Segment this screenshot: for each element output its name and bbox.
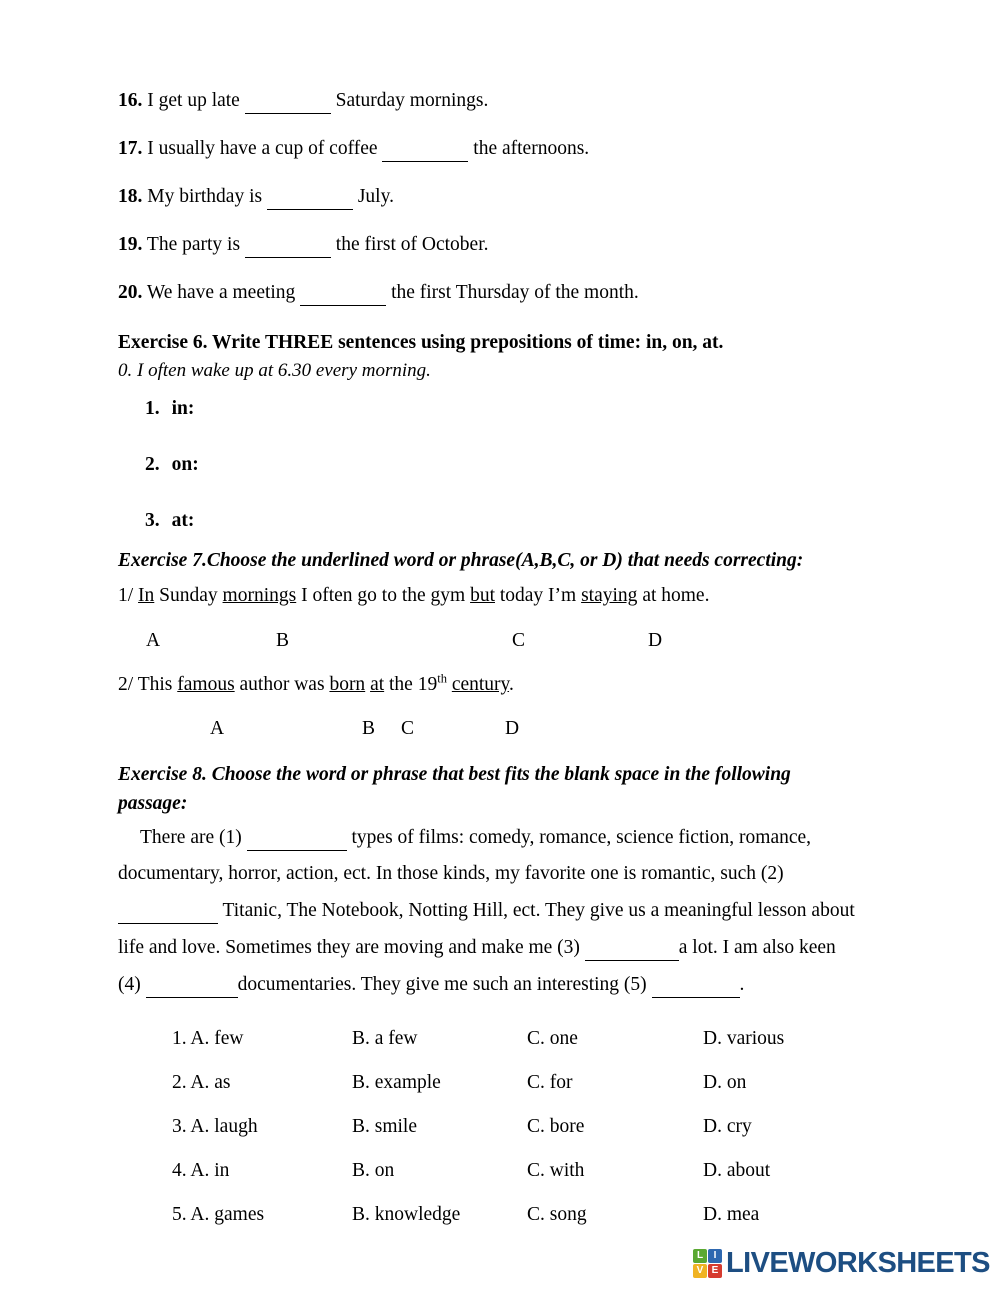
item-number: 3. [145, 510, 160, 531]
q2-label-c: C [401, 718, 415, 739]
exercise-8-heading-line-2: passage: [118, 793, 188, 814]
underlined-option-a[interactable]: famous [177, 674, 235, 695]
underlined-option-c[interactable]: but [470, 585, 495, 606]
item-label: on: [171, 454, 199, 475]
passage-blank-2[interactable] [118, 906, 218, 924]
option-3-a[interactable]: 3. A. laugh [172, 1116, 258, 1137]
passage-line-4 [118, 935, 836, 961]
option-1-b[interactable]: B. a few [352, 1028, 418, 1049]
question-20 [118, 280, 639, 306]
underlined-option-a[interactable]: In [138, 585, 155, 606]
underlined-option-c[interactable]: at [370, 674, 385, 695]
question-text-after: the first of October. [335, 234, 489, 255]
exercise-7-question-1 [118, 583, 709, 609]
answer-blank[interactable] [382, 144, 468, 162]
underlined-option-d[interactable]: century [451, 674, 510, 695]
underlined-option-d[interactable]: staying [581, 585, 638, 606]
question-text-after: the first Thursday of the month. [391, 282, 639, 303]
exercise-6-heading: Exercise 6. Write THREE sentences using prepositions of time: in, on, at. [118, 332, 724, 353]
question-text-after: Saturday mornings. [335, 90, 489, 111]
question-text-before: I usually have a cup of coffee [147, 138, 378, 159]
passage-text: a lot. I am also keen [678, 937, 836, 958]
question-number: 20. [118, 282, 143, 303]
question-text-before: My birthday is [147, 186, 263, 207]
question-number: 19. [118, 234, 143, 255]
item-number: 2. [145, 454, 160, 475]
exercise-7-heading: Exercise 7.Choose the underlined word or phrase(A,B,C, or D) that needs correcting: [118, 550, 804, 571]
logo-wordmark: LIVEWORKSHEETS [726, 1247, 990, 1279]
answer-blank[interactable] [245, 240, 331, 258]
question-marker: 2/ [118, 674, 134, 695]
question-16 [118, 88, 488, 114]
passage-line-5 [118, 972, 744, 998]
option-1-c[interactable]: C. one [527, 1028, 578, 1049]
passage-text: documentaries. They give me such an interesting (5) [237, 974, 647, 995]
underlined-option-b[interactable]: mornings [222, 585, 297, 606]
option-5-d[interactable]: D. mea [703, 1204, 760, 1225]
item-label: at: [171, 510, 195, 531]
question-number: 16. [118, 90, 143, 111]
q2-label-d: D [505, 718, 520, 739]
plain-text: . [509, 674, 514, 695]
option-4-b[interactable]: B. on [352, 1160, 395, 1181]
logo-letter-i: I [708, 1249, 722, 1263]
logo-letter-v: V [693, 1264, 707, 1278]
question-text-before: I get up late [147, 90, 240, 111]
answer-blank[interactable] [300, 288, 386, 306]
option-row-4 [0, 1158, 1000, 1184]
option-3-b[interactable]: B. smile [352, 1116, 418, 1137]
plain-text: This [137, 674, 173, 695]
answer-blank[interactable] [245, 96, 331, 114]
q1-label-b: B [276, 630, 290, 651]
passage-blank-1[interactable] [247, 833, 347, 851]
passage-blank-5[interactable] [652, 980, 740, 998]
q2-label-a: A [210, 718, 225, 739]
passage-text: Titanic, The Notebook, Notting Hill, ect. They give us a meaningful lesson about [222, 900, 855, 921]
plain-text: I often go to the gym [301, 585, 466, 606]
passage-text: documentary, horror, action, ect. In those kinds, my favorite one is romantic, such (2) [118, 863, 784, 884]
item-label: in: [171, 398, 195, 419]
option-row-3 [0, 1114, 1000, 1140]
option-row-5 [0, 1202, 1000, 1228]
question-text-before: The party is [146, 234, 241, 255]
plain-text: Sunday [159, 585, 218, 606]
option-3-c[interactable]: C. bore [527, 1116, 585, 1137]
option-5-b[interactable]: B. knowledge [352, 1204, 461, 1225]
question-19 [118, 232, 489, 258]
exercise-6-item-3[interactable] [145, 508, 194, 534]
question-17 [118, 136, 589, 162]
logo-letter-l: L [693, 1249, 707, 1263]
option-4-d[interactable]: D. about [703, 1160, 771, 1181]
underlined-option-b[interactable]: born [329, 674, 366, 695]
answer-blank[interactable] [267, 192, 353, 210]
question-marker: 1/ [118, 585, 134, 606]
plain-text: at home. [642, 585, 710, 606]
option-2-c[interactable]: C. for [527, 1072, 573, 1093]
item-number: 1. [145, 398, 160, 419]
option-2-a[interactable]: 2. A. as [172, 1072, 231, 1093]
question-number: 17. [118, 138, 143, 159]
option-2-b[interactable]: B. example [352, 1072, 441, 1093]
option-4-a[interactable]: 4. A. in [172, 1160, 230, 1181]
liveworksheets-logo-icon [693, 1249, 722, 1278]
exercise-7-question-2 [118, 672, 514, 698]
option-3-d[interactable]: D. cry [703, 1116, 752, 1137]
exercise-6-item-1[interactable] [145, 396, 194, 422]
option-4-c[interactable]: C. with [527, 1160, 585, 1181]
option-1-d[interactable]: D. various [703, 1028, 785, 1049]
passage-line-2 [118, 861, 784, 887]
passage-blank-3[interactable] [585, 943, 679, 961]
plain-text: the 19 [389, 674, 438, 695]
question-text-before: We have a meeting [146, 282, 296, 303]
option-5-a[interactable]: 5. A. games [172, 1204, 265, 1225]
passage-text: There are (1) [140, 827, 242, 848]
q1-label-a: A [146, 630, 161, 651]
question-text-after: the afternoons. [473, 138, 590, 159]
passage-text: (4) [118, 974, 141, 995]
question-number: 18. [118, 186, 143, 207]
liveworksheets-logo[interactable] [693, 1248, 990, 1278]
logo-letter-e: E [708, 1264, 722, 1278]
option-row-1 [0, 1026, 1000, 1052]
option-5-c[interactable]: C. song [527, 1204, 587, 1225]
q1-label-c: C [512, 630, 526, 651]
q1-label-d: D [648, 630, 663, 651]
question-18 [118, 184, 394, 210]
exercise-8-heading-line-1: Exercise 8. Choose the word or phrase that best fits the blank space in the following [118, 764, 791, 785]
question-text-after: July. [357, 186, 394, 207]
passage-line-3 [118, 898, 855, 924]
exercise-6-item-2[interactable] [145, 452, 199, 478]
option-1-a[interactable]: 1. A. few [172, 1028, 244, 1049]
passage-text: types of films: comedy, romance, science fiction, romance, [351, 827, 812, 848]
passage-blank-4[interactable] [146, 980, 238, 998]
passage-text: . [739, 974, 745, 995]
exercise-6-example: 0. I often wake up at 6.30 every morning. [118, 360, 431, 381]
option-2-d[interactable]: D. on [703, 1072, 747, 1093]
passage-line-1 [140, 825, 811, 851]
passage-text: life and love. Sometimes they are moving and make me (3) [118, 937, 580, 958]
plain-text: today I’m [499, 585, 577, 606]
ordinal-suffix: th [437, 671, 447, 686]
q2-label-b: B [362, 718, 376, 739]
plain-text: author was [239, 674, 325, 695]
option-row-2 [0, 1070, 1000, 1096]
